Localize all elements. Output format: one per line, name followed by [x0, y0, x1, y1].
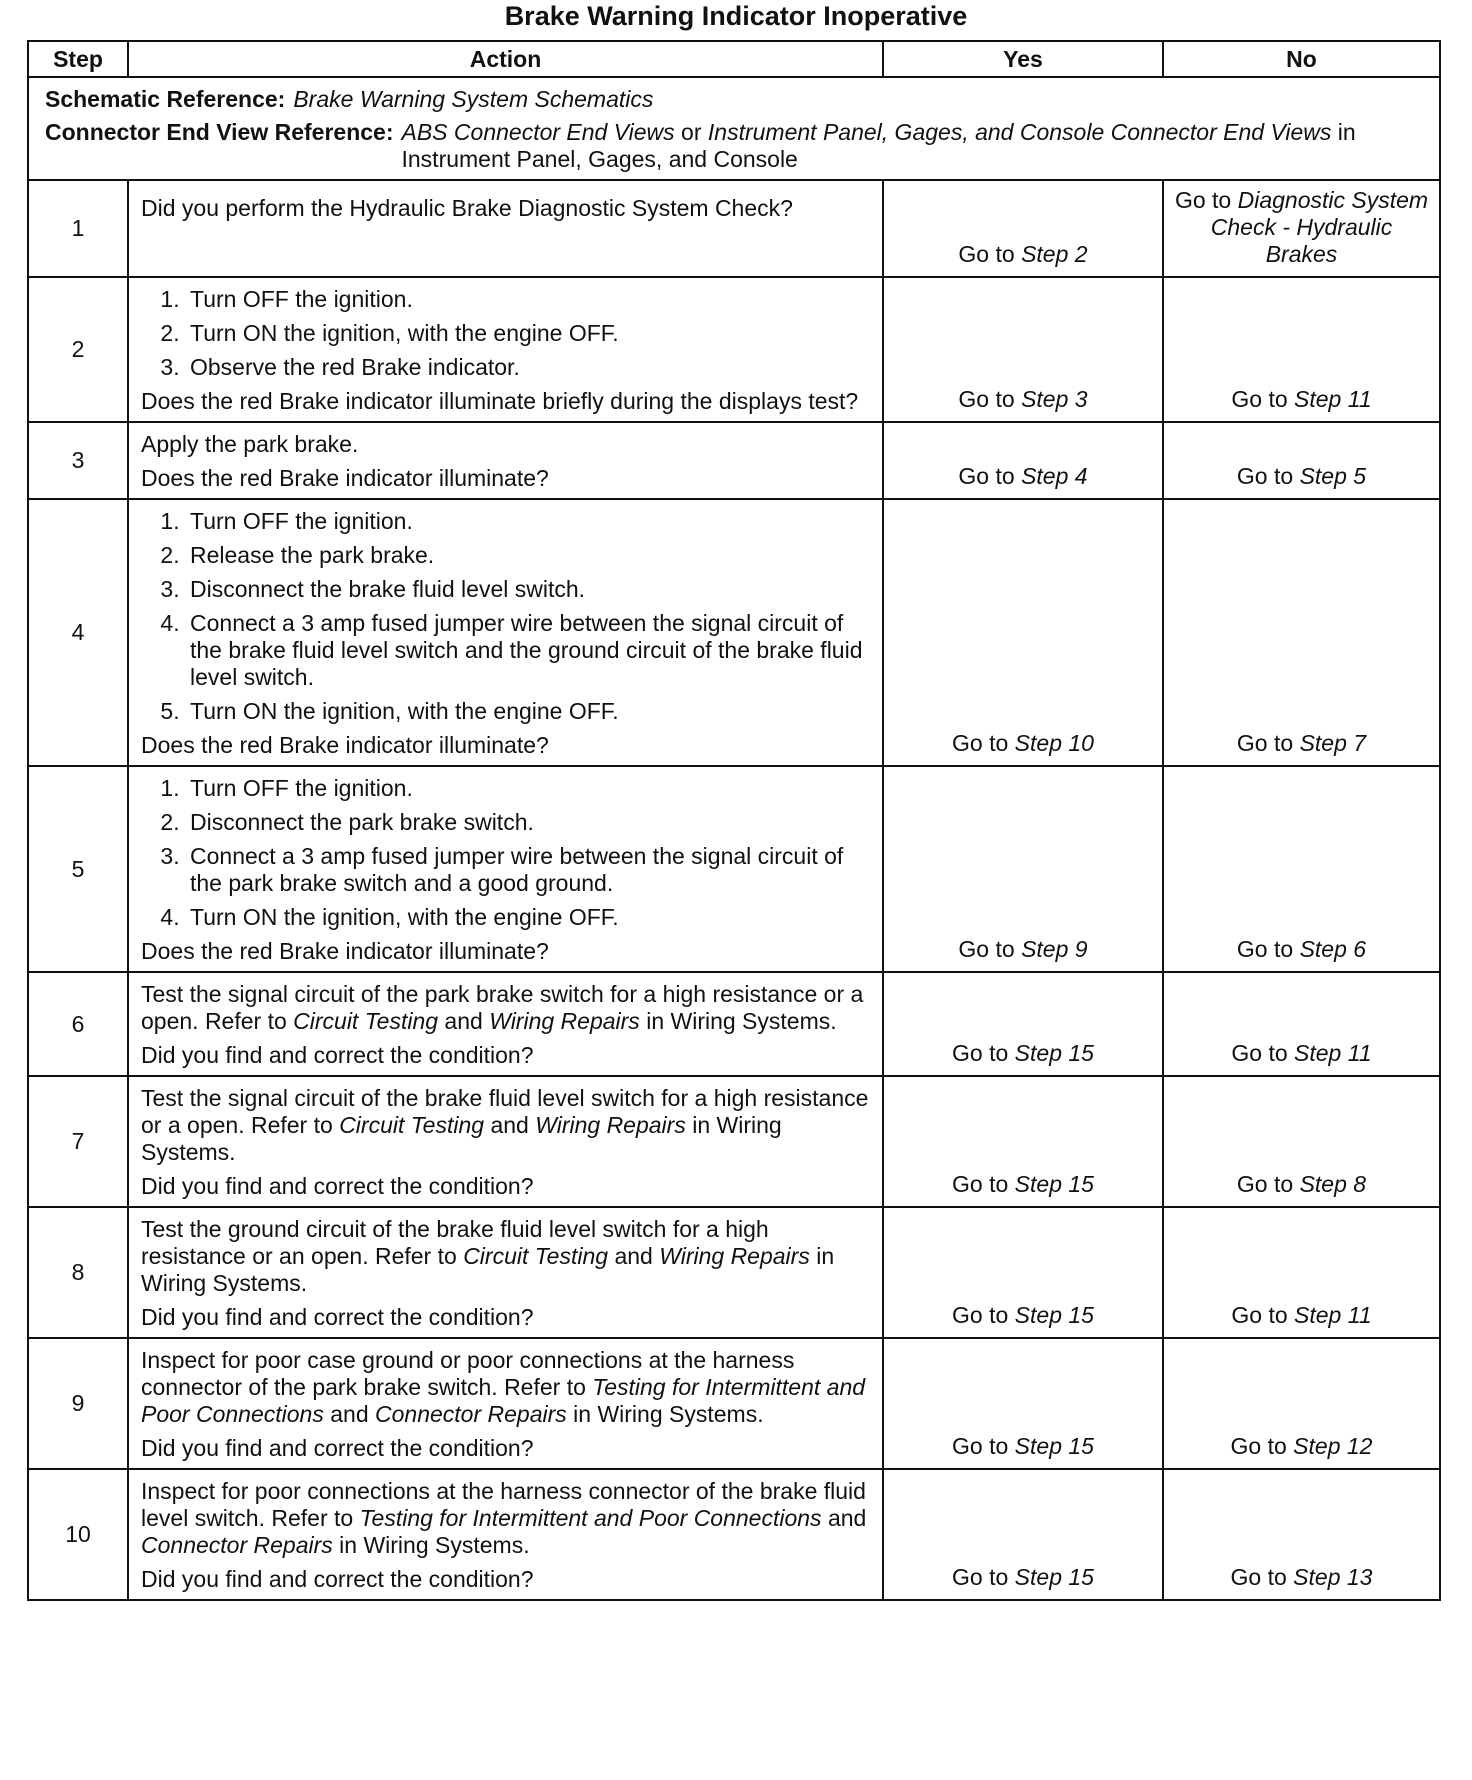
reference-link-text: Wiring Repairs: [659, 1243, 810, 1269]
diagnostic-table: [27, 40, 1441, 1601]
action-step-item: 1. Turn OFF the ignition.: [186, 286, 870, 313]
action-instruction: [141, 1347, 870, 1428]
action-step-item: 4. Connect a 3 amp fused jumper wire between the signal circuit of the brake fluid level switch and the ground circuit of the brake fluid level switch.: [186, 610, 870, 691]
table-row: [28, 499, 1440, 766]
action-cell: [128, 499, 883, 766]
action-cell: [128, 277, 883, 422]
action-steps-list: [141, 508, 870, 725]
no-result: [1163, 1469, 1440, 1600]
action-text: and: [484, 1112, 536, 1138]
goto-label: Go to: [1230, 1564, 1294, 1590]
goto-target: Step 5: [1299, 463, 1367, 489]
step-number: 3: [28, 422, 128, 499]
action-text: and: [608, 1243, 660, 1269]
action-steps-list: [141, 286, 870, 381]
no-result: [1163, 1338, 1440, 1469]
action-question: [141, 1304, 870, 1331]
connector-reference-in: in Instrument Panel, Gages, and Console: [401, 119, 1356, 172]
action-text: Test the signal circuit of the park brake switch for a high resistance or a open. Refer to: [141, 981, 864, 1034]
table-row: [28, 972, 1440, 1076]
goto-label: Go to: [952, 1433, 1015, 1459]
yes-result: [883, 1469, 1163, 1600]
table-row: [28, 1207, 1440, 1338]
goto-label: Go to: [1174, 187, 1238, 213]
action-question: [141, 1566, 870, 1593]
no-result: [1163, 766, 1440, 972]
action-question: [141, 465, 870, 492]
reference-row: [28, 77, 1440, 180]
action-instruction: [141, 431, 870, 458]
goto-label: Go to: [958, 386, 1022, 412]
action-text: Does the red Brake indicator illuminate?: [141, 732, 549, 758]
goto-label: Go to: [952, 730, 1015, 756]
goto-target: Step 15: [1014, 1564, 1094, 1590]
action-text: and: [323, 1401, 375, 1427]
connector-reference-text: [402, 119, 1424, 173]
action-text: in Wiring Systems.: [566, 1401, 764, 1427]
no-result: [1163, 180, 1440, 277]
connector-reference-or: or: [674, 119, 708, 145]
schematic-reference: [45, 86, 1423, 113]
action-text: in Wiring Systems.: [639, 1008, 837, 1034]
goto-label: Go to: [1236, 730, 1300, 756]
action-text: Did you find and correct the condition?: [141, 1566, 534, 1592]
action-text: Test the signal circuit of the brake fluid level switch for a high resistance or a open. Refer to: [141, 1085, 869, 1138]
action-cell: [128, 422, 883, 499]
header-yes: Yes: [883, 41, 1163, 77]
goto-label: Go to: [1230, 1433, 1294, 1459]
action-step-item: 3. Connect a 3 amp fused jumper wire between the signal circuit of the park brake switch and a good ground.: [186, 843, 870, 897]
action-text: Inspect for poor case ground or poor connections at the harness connector of the park brake switch. Refer to: [141, 1347, 795, 1400]
step-number: 8: [28, 1207, 128, 1338]
goto-target: Step 11: [1294, 1302, 1372, 1328]
action-cell: [128, 972, 883, 1076]
goto-label: Go to: [1236, 463, 1300, 489]
goto-label: Go to: [1231, 1302, 1295, 1328]
action-step-item: 2. Turn ON the ignition, with the engine OFF.: [186, 320, 870, 347]
yes-result: [883, 1076, 1163, 1207]
document-title: Brake Warning Indicator Inoperative: [504, 1, 968, 31]
connector-reference-link-2: Instrument Panel, Gages, and Console Connector End Views: [707, 119, 1332, 145]
action-cell: [128, 1338, 883, 1469]
action-text: Did you find and correct the condition?: [141, 1435, 534, 1461]
action-text: Did you perform the Hydraulic Brake Diagnostic System Check?: [141, 195, 793, 221]
action-question: [141, 1435, 870, 1462]
goto-label: Go to: [1236, 1171, 1300, 1197]
action-step-item: 1. Turn OFF the ignition.: [186, 508, 870, 535]
goto-label: Go to: [958, 241, 1022, 267]
connector-reference: [45, 119, 1423, 173]
action-text: in Wiring Systems.: [141, 1112, 782, 1165]
header-action: Action: [128, 41, 883, 77]
goto-label: Go to: [952, 1302, 1015, 1328]
table-row: [28, 1469, 1440, 1600]
no-result: [1163, 1076, 1440, 1207]
action-step-item: 4. Turn ON the ignition, with the engine OFF.: [186, 904, 870, 931]
action-text: in Wiring Systems.: [332, 1532, 530, 1558]
goto-target: Diagnostic System Check - Hydraulic Brakes: [1210, 187, 1435, 267]
action-text: Inspect for poor connections at the harness connector of the brake fluid level switch. Refer to: [141, 1478, 866, 1531]
action-cell: [128, 1207, 883, 1338]
action-instruction: [141, 1478, 870, 1559]
reference-link-text: Circuit Testing: [293, 1008, 439, 1034]
action-question: [141, 195, 870, 222]
table-row: [28, 1076, 1440, 1207]
goto-target: Step 12: [1293, 1433, 1373, 1459]
step-number: 2: [28, 277, 128, 422]
yes-result: [883, 972, 1163, 1076]
action-text: Does the red Brake indicator illuminate?: [141, 938, 549, 964]
action-question: [141, 938, 870, 965]
action-text: Did you find and correct the condition?: [141, 1042, 534, 1068]
goto-label: Go to: [1231, 386, 1295, 412]
goto-label: Go to: [952, 1171, 1015, 1197]
reference-cell: [28, 77, 1440, 180]
goto-label: Go to: [952, 1040, 1015, 1066]
table-row: [28, 422, 1440, 499]
goto-target: Step 4: [1021, 463, 1088, 489]
header-no: No: [1163, 41, 1440, 77]
no-result: [1163, 972, 1440, 1076]
goto-target: Step 2: [1021, 241, 1088, 267]
connector-reference-link-1: ABS Connector End Views: [401, 119, 675, 145]
reference-link-text: Connector Repairs: [141, 1532, 333, 1558]
no-result: [1163, 277, 1440, 422]
action-instruction: [141, 1216, 870, 1297]
reference-link-text: Connector Repairs: [375, 1401, 567, 1427]
action-step-item: 1. Turn OFF the ignition.: [186, 775, 870, 802]
no-result: [1163, 422, 1440, 499]
action-text: Did you find and correct the condition?: [141, 1173, 534, 1199]
connector-reference-label: Connector End View Reference:: [45, 119, 394, 145]
reference-link-text: Testing for Intermittent and Poor Connections: [141, 1374, 866, 1427]
step-number: 1: [28, 180, 128, 277]
action-question: [141, 1173, 870, 1200]
schematic-reference-label: Schematic Reference:: [45, 86, 286, 112]
action-cell: [128, 1469, 883, 1600]
action-steps-list: [141, 775, 870, 931]
goto-target: Step 15: [1014, 1302, 1094, 1328]
action-text: and: [438, 1008, 490, 1034]
reference-link-text: Wiring Repairs: [535, 1112, 686, 1138]
action-question: [141, 1042, 870, 1069]
goto-target: Step 6: [1299, 936, 1367, 962]
action-text: Does the red Brake indicator illuminate?: [141, 465, 549, 491]
goto-target: Step 9: [1021, 936, 1088, 962]
action-text: and: [821, 1505, 867, 1531]
goto-target: Step 11: [1294, 386, 1372, 412]
step-number: 7: [28, 1076, 128, 1207]
goto-target: Step 15: [1014, 1040, 1094, 1066]
action-step-item: 2. Release the park brake.: [186, 542, 870, 569]
action-question: [141, 732, 870, 759]
action-instruction: [141, 981, 870, 1035]
action-step-item: 3. Observe the red Brake indicator.: [186, 354, 870, 381]
action-text: Test the ground circuit of the brake fluid level switch for a high resistance or an open. Refer to: [141, 1216, 769, 1269]
step-number: 6: [28, 972, 128, 1076]
step-number: 9: [28, 1338, 128, 1469]
action-instruction: [141, 1085, 870, 1166]
yes-result: [883, 277, 1163, 422]
reference-link-text: Circuit Testing: [339, 1112, 485, 1138]
goto-target: Step 8: [1299, 1171, 1367, 1197]
goto-label: Go to: [952, 1564, 1015, 1590]
goto-target: Step 7: [1299, 730, 1367, 756]
goto-target: Step 3: [1021, 386, 1088, 412]
yes-result: [883, 1338, 1163, 1469]
yes-result: [883, 180, 1163, 277]
reference-link-text: Testing for Intermittent and Poor Connections: [359, 1505, 822, 1531]
table-row: [28, 1338, 1440, 1469]
action-cell: [128, 180, 883, 277]
schematic-reference-text: Brake Warning System Schematics: [293, 86, 654, 112]
action-cell: [128, 766, 883, 972]
step-number: 4: [28, 499, 128, 766]
table-row: [28, 766, 1440, 972]
step-number: 5: [28, 766, 128, 972]
goto-label: Go to: [958, 936, 1022, 962]
goto-target: Step 15: [1014, 1171, 1094, 1197]
yes-result: [883, 499, 1163, 766]
action-cell: [128, 1076, 883, 1207]
goto-target: Step 11: [1294, 1040, 1372, 1066]
action-question: [141, 388, 870, 415]
goto-label: Go to: [958, 463, 1022, 489]
table-header-row: [28, 41, 1440, 77]
action-step-item: 5. Turn ON the ignition, with the engine OFF.: [186, 698, 870, 725]
reference-link-text: Circuit Testing: [463, 1243, 609, 1269]
action-step-item: 3. Disconnect the brake fluid level switch.: [186, 576, 870, 603]
action-text: Apply the park brake.: [141, 431, 359, 457]
action-text: Did you find and correct the condition?: [141, 1304, 534, 1330]
goto-label: Go to: [1231, 1040, 1295, 1066]
action-text: Does the red Brake indicator illuminate briefly during the displays test?: [141, 388, 859, 414]
goto-target: Step 10: [1014, 730, 1094, 756]
header-step: Step: [28, 41, 128, 77]
yes-result: [883, 422, 1163, 499]
action-step-item: 2. Disconnect the park brake switch.: [186, 809, 870, 836]
step-number: 10: [28, 1469, 128, 1600]
table-row: [28, 277, 1440, 422]
goto-target: Step 13: [1293, 1564, 1373, 1590]
yes-result: [883, 766, 1163, 972]
goto-target: Step 15: [1014, 1433, 1094, 1459]
no-result: [1163, 499, 1440, 766]
action-text: in Wiring Systems.: [141, 1243, 835, 1296]
reference-link-text: Wiring Repairs: [489, 1008, 640, 1034]
yes-result: [883, 1207, 1163, 1338]
goto-label: Go to: [1236, 936, 1300, 962]
no-result: [1163, 1207, 1440, 1338]
table-row: [28, 180, 1440, 277]
